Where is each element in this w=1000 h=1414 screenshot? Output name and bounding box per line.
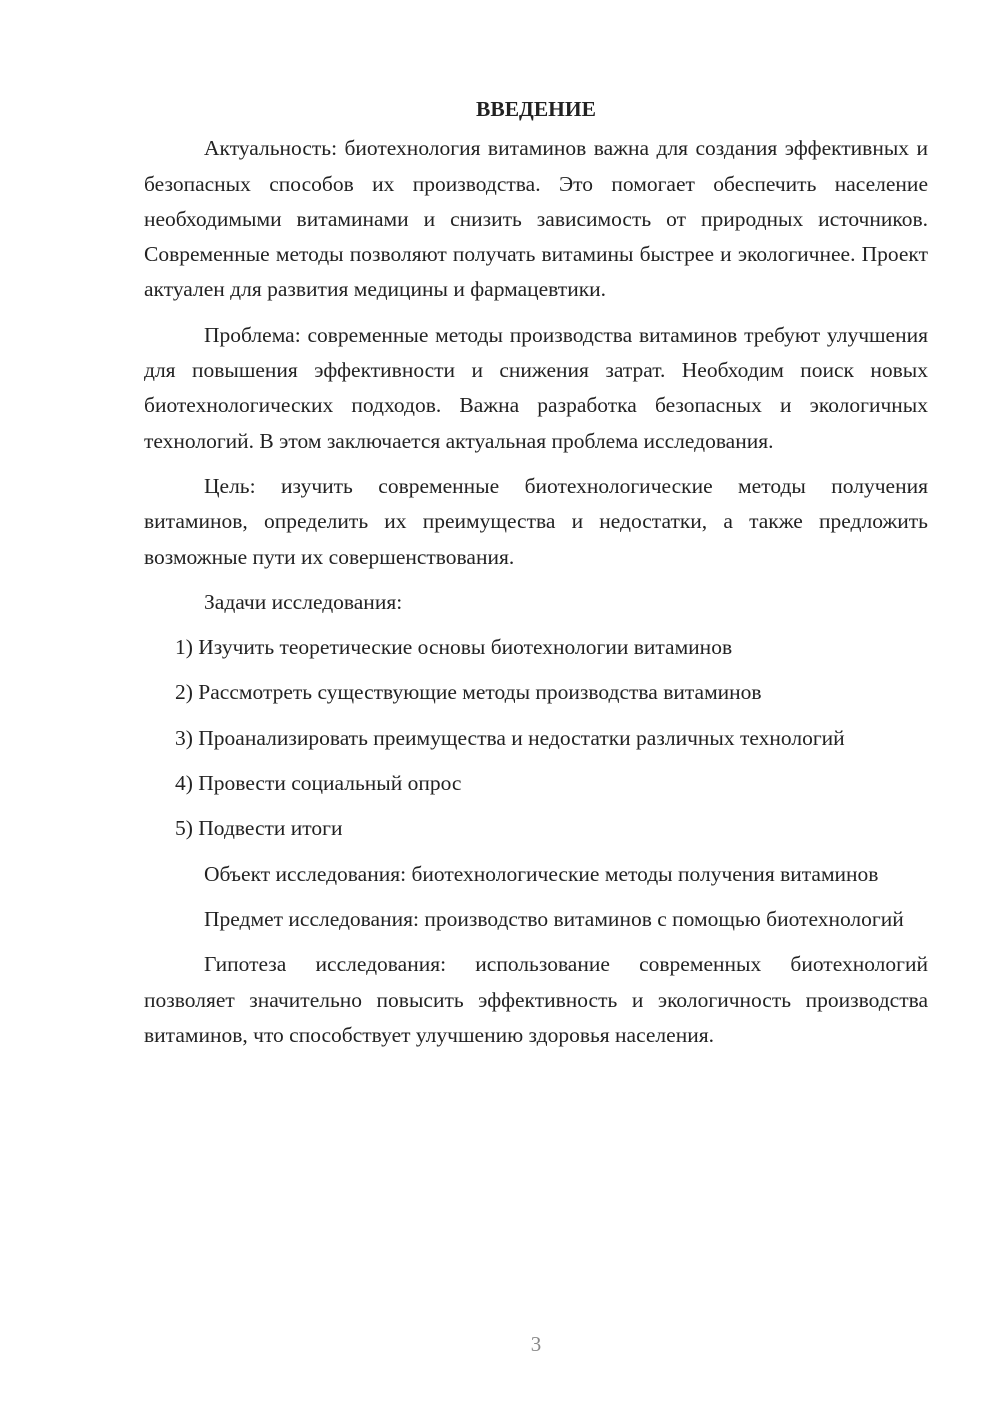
goal-paragraph: Цель: изучить современные биотехнологические методы получения витаминов, определить их преимущества и недостатки, а также предложить возможные пути их совершенствования. xyxy=(144,473,928,569)
page-number: 3 xyxy=(530,1332,542,1356)
task-item-2: 2) Рассмотреть существующие методы производства витаминов xyxy=(175,680,762,705)
task-item-4: 4) Провести социальный опрос xyxy=(175,771,462,796)
relevance-paragraph: Актуальность: биотехнология витаминов важна для создания эффективных и безопасных способов их производства. Это помогает обеспечить население необходимыми витаминами и снизить зависимость от природных источников. Современные методы позволяют получать витамины быстрее и экологичнее. Проект актуален для развития медицины и фармацевтики. xyxy=(144,136,928,302)
tasks-heading: Задачи исследования: xyxy=(204,589,403,614)
page-title: ВВЕДЕНИЕ xyxy=(476,97,596,121)
research-object-paragraph: Объект исследования: биотехнологические методы получения витаминов xyxy=(204,861,879,886)
task-item-3: 3) Проанализировать преимущества и недостатки различных технологий xyxy=(175,725,845,750)
research-hypothesis-paragraph: Гипотеза исследования: использование современных биотехнологий позволяет значительно повысить эффективность и экологичность производства витаминов, что способствует улучшению здоровья населения. xyxy=(144,952,928,1047)
task-item-1: 1) Изучить теоретические основы биотехнологии витаминов xyxy=(175,635,733,660)
problem-paragraph: Проблема: современные методы производства витаминов требуют улучшения для повышения эффективности и снижения затрат. Необходим поиск новых биотехнологических подходов. Важна разработка безопасных и экологичных технологий. В этом заключается актуальная проблема исследования. xyxy=(144,322,928,453)
research-subject-paragraph: Предмет исследования: производство витаминов с помощью биотехнологий xyxy=(204,906,904,931)
task-item-5: 5) Подвести итоги xyxy=(175,816,343,841)
page-content xyxy=(144,92,928,1063)
